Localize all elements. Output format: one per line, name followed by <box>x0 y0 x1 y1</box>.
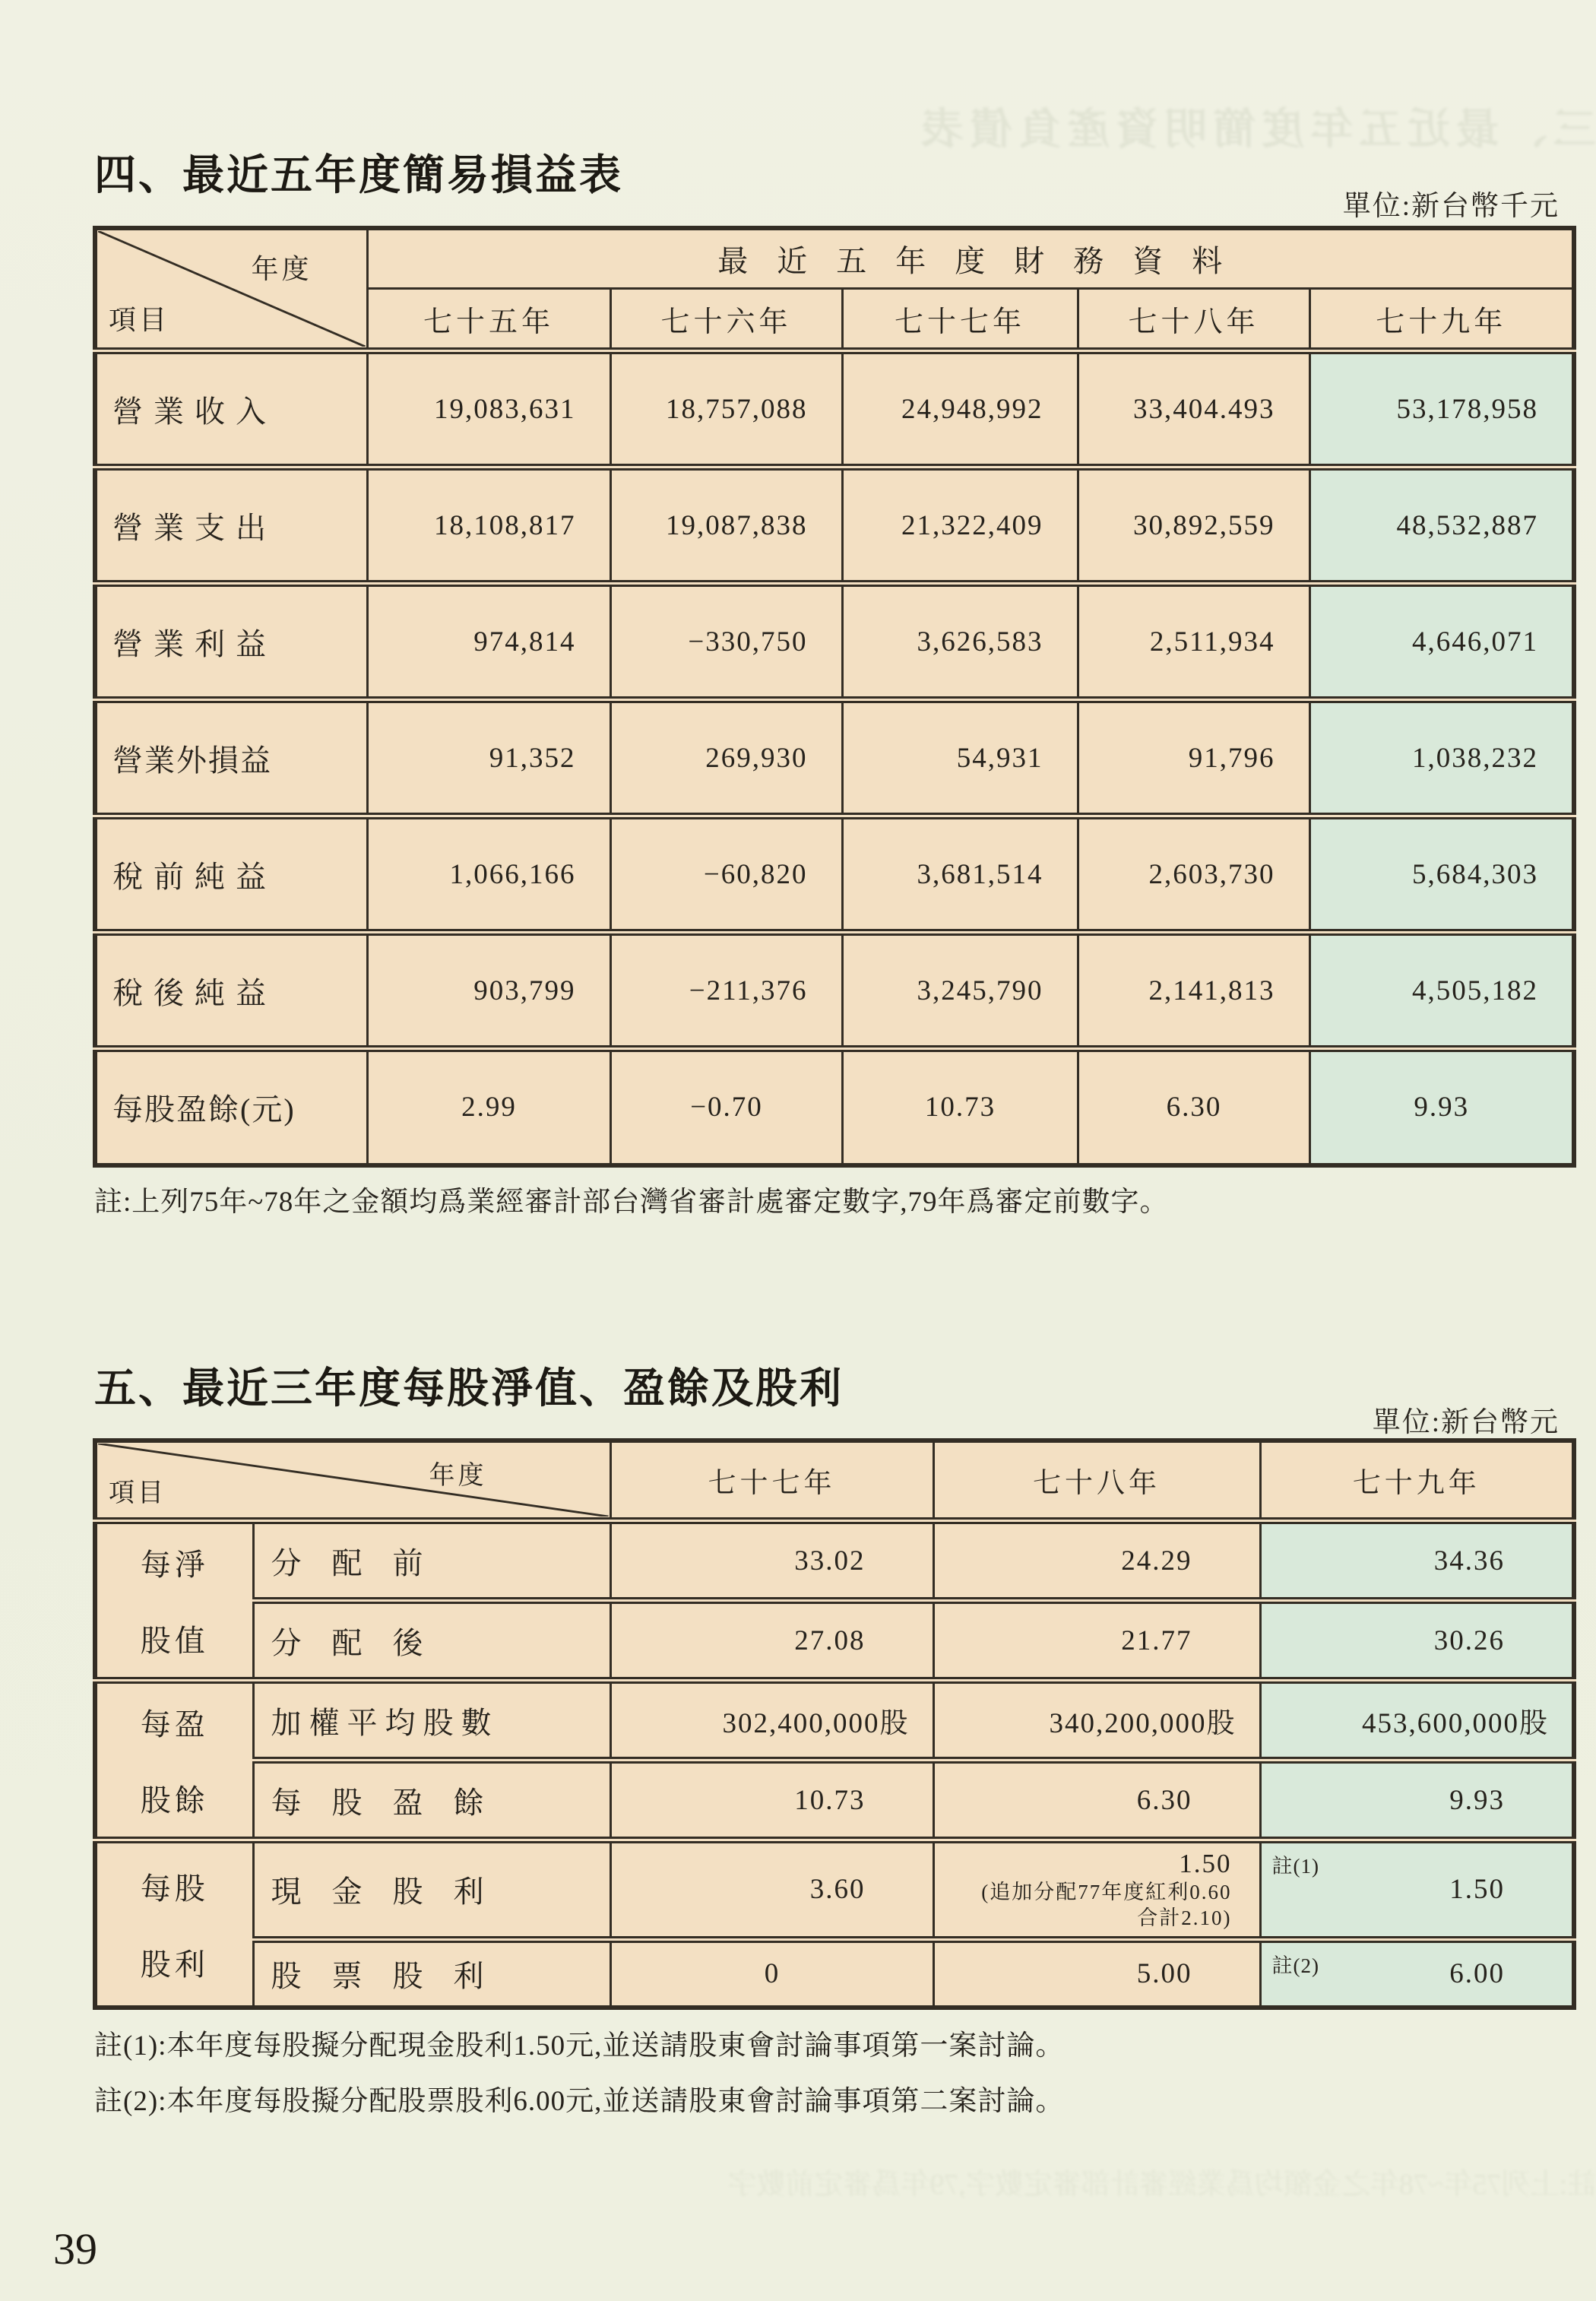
cell-value: 10.73 <box>610 1761 933 1840</box>
cell-value-highlighted: 34.36 <box>1260 1521 1574 1601</box>
cell-value: 33.02 <box>610 1521 933 1601</box>
cell-value-highlighted: 48,532,887 <box>1309 467 1574 584</box>
table-row <box>95 467 1574 584</box>
table-row <box>95 1840 1574 1940</box>
cell-value: 27.08 <box>610 1601 933 1681</box>
corner-item-label: 項目 <box>109 305 170 335</box>
corner-cell <box>95 1441 610 1521</box>
year-header: 七十七年 <box>842 289 1078 351</box>
footnote-reference: 註(2) <box>1271 1954 1319 1977</box>
cell-value: 1,066,166 <box>367 816 610 933</box>
cell-value: 6.30 <box>1078 1049 1309 1165</box>
corner-item-label: 項目 <box>109 1479 166 1507</box>
cell-value-highlighted: 9.93 <box>1260 1761 1574 1840</box>
row-label: 稅 後 純 益 <box>95 933 367 1049</box>
cell-value: 6.00 <box>1449 1958 1505 1990</box>
row-label: 分 配 後 <box>253 1601 610 1681</box>
table-row <box>95 351 1574 467</box>
cell-value: 6.30 <box>933 1761 1260 1840</box>
cell-value: 21,322,409 <box>842 467 1078 584</box>
cell-value: 302,400,000股 <box>610 1681 933 1761</box>
diagonal-line <box>98 1444 609 1517</box>
cell-value: 3,626,583 <box>842 584 1078 700</box>
cell-value: 30,892,559 <box>1078 467 1309 584</box>
row-label: 股 票 股 利 <box>253 1939 610 2008</box>
row-label: 每 股 盈 餘 <box>253 1761 610 1840</box>
cell-value: 18,108,817 <box>367 467 610 584</box>
section4-footnote: 註:上列75年~78年之金額均爲業經審計部台灣省審計處審定數字,79年爲審定前數字。 <box>94 1187 1169 1218</box>
cell-value: 2,141,813 <box>1078 933 1309 1049</box>
cell-value: 24.29 <box>933 1521 1260 1601</box>
cell-value: 3,245,790 <box>842 933 1078 1049</box>
table-row <box>95 933 1574 1049</box>
cell-value: 269,930 <box>610 700 842 816</box>
row-group-label: 每股 股利 <box>95 1840 253 2008</box>
table-row <box>95 1521 1574 1601</box>
row-group-label: 每盈 股餘 <box>95 1681 253 1840</box>
row-label: 現 金 股 利 <box>253 1840 610 1940</box>
row-label: 分 配 前 <box>253 1521 610 1601</box>
footnote-reference: 註(1) <box>1271 1855 1319 1878</box>
year-header: 七十六年 <box>610 289 842 351</box>
cell-value: 24,948,992 <box>842 351 1078 467</box>
cell-value: 19,087,838 <box>610 467 842 584</box>
cell-value-highlighted <box>1260 1840 1574 1940</box>
section5-title: 五、最近三年度每股淨值、盈餘及股利 <box>94 1364 844 1412</box>
cell-value-highlighted: 4,646,071 <box>1309 584 1574 700</box>
year-header: 七十九年 <box>1309 289 1574 351</box>
cell-value: −60,820 <box>610 816 842 933</box>
row-label: 營 業 支 出 <box>95 467 367 584</box>
cell-value: 2,511,934 <box>1078 584 1309 700</box>
cell-value: 91,796 <box>1078 700 1309 816</box>
year-header: 七十九年 <box>1260 1441 1574 1521</box>
cell-value: 54,931 <box>842 700 1078 816</box>
cell-value: −330,750 <box>610 584 842 700</box>
table-row <box>95 1681 1574 1761</box>
year-header: 七十五年 <box>367 289 610 351</box>
row-label: 稅 前 純 益 <box>95 816 367 933</box>
cell-value: 2,603,730 <box>1078 816 1309 933</box>
row-label: 每股盈餘(元) <box>95 1049 367 1165</box>
cell-value: 903,799 <box>367 933 610 1049</box>
cell-value-highlighted: 1,038,232 <box>1309 700 1574 816</box>
cell-value: 33,404.493 <box>1078 351 1309 467</box>
year-header: 七十八年 <box>1078 289 1309 351</box>
table-row <box>95 700 1574 816</box>
per-share-table <box>93 1438 1576 2010</box>
cell-value-highlighted: 9.93 <box>1309 1049 1574 1165</box>
cell-value: −0.70 <box>610 1049 842 1165</box>
table-row <box>95 584 1574 700</box>
span-header: 最近五年度財務資料 <box>367 228 1574 289</box>
table-row <box>95 1939 1574 2008</box>
cell-value-highlighted <box>1260 1939 1574 2008</box>
cell-value: 3,681,514 <box>842 816 1078 933</box>
cell-value-highlighted: 53,178,958 <box>1309 351 1574 467</box>
row-label: 加權平均股數 <box>253 1681 610 1761</box>
cell-value: 19,083,631 <box>367 351 610 467</box>
table-row <box>95 816 1574 933</box>
cell-value: 10.73 <box>842 1049 1078 1165</box>
year-header: 七十八年 <box>933 1441 1260 1521</box>
cell-value: 2.99 <box>367 1049 610 1165</box>
section4-title: 四、最近五年度簡易損益表 <box>94 151 624 198</box>
row-label: 營業外損益 <box>95 700 367 816</box>
page-number: 39 <box>53 2224 97 2274</box>
cell-value-highlighted: 30.26 <box>1260 1601 1574 1681</box>
cell-value: 91,352 <box>367 700 610 816</box>
table-row <box>95 1761 1574 1840</box>
table-row <box>95 1601 1574 1681</box>
cell-value: 5.00 <box>933 1939 1260 2008</box>
cell-value: 1.50 <box>1449 1874 1505 1906</box>
row-label: 營 業 利 益 <box>95 584 367 700</box>
cell-value-highlighted: 4,505,182 <box>1309 933 1574 1049</box>
cell-value-multiline: 1.50 (追加分配77年度紅利0.60 合計2.10) <box>933 1840 1260 1940</box>
cell-value: 18,757,088 <box>610 351 842 467</box>
row-group-label: 每淨 股值 <box>95 1521 253 1681</box>
section5-footnote-2: 註(2):本年度每股擬分配股票股利6.00元,並送請股東會討論事項第二案討論。 <box>94 2086 1065 2117</box>
cell-value: 974,814 <box>367 584 610 700</box>
table-row <box>95 1049 1574 1165</box>
cell-value: −211,376 <box>610 933 842 1049</box>
corner-year-label: 年度 <box>251 254 312 284</box>
cell-value-highlighted: 5,684,303 <box>1309 816 1574 933</box>
year-header: 七十七年 <box>610 1441 933 1521</box>
section5-unit-label: 單位:新台幣元 <box>1372 1407 1560 1438</box>
cell-value: 340,200,000股 <box>933 1681 1260 1761</box>
row-label: 營 業 收 入 <box>95 351 367 467</box>
cell-value-highlighted: 453,600,000股 <box>1260 1681 1574 1761</box>
section5-footnote-1: 註(1):本年度每股擬分配現金股利1.50元,並送請股東會討論事項第一案討論。 <box>94 2030 1065 2062</box>
cell-value: 21.77 <box>933 1601 1260 1681</box>
ghost-bleed-through-heading: 三、最近五年度簡明資產負債表 <box>915 105 1596 153</box>
income-statement-table <box>93 226 1576 1168</box>
cell-value: 3.60 <box>610 1840 933 1940</box>
cell-value: 0 <box>610 1939 933 2008</box>
corner-cell <box>95 228 367 351</box>
corner-year-label: 年度 <box>429 1462 487 1490</box>
section4-unit-label: 單位:新台幣千元 <box>1342 191 1560 222</box>
ghost-bleed-through-line: 註:上列75年~78年之金額均爲業經審計部審定數字,79年爲審定前數字 <box>727 2169 1596 2201</box>
